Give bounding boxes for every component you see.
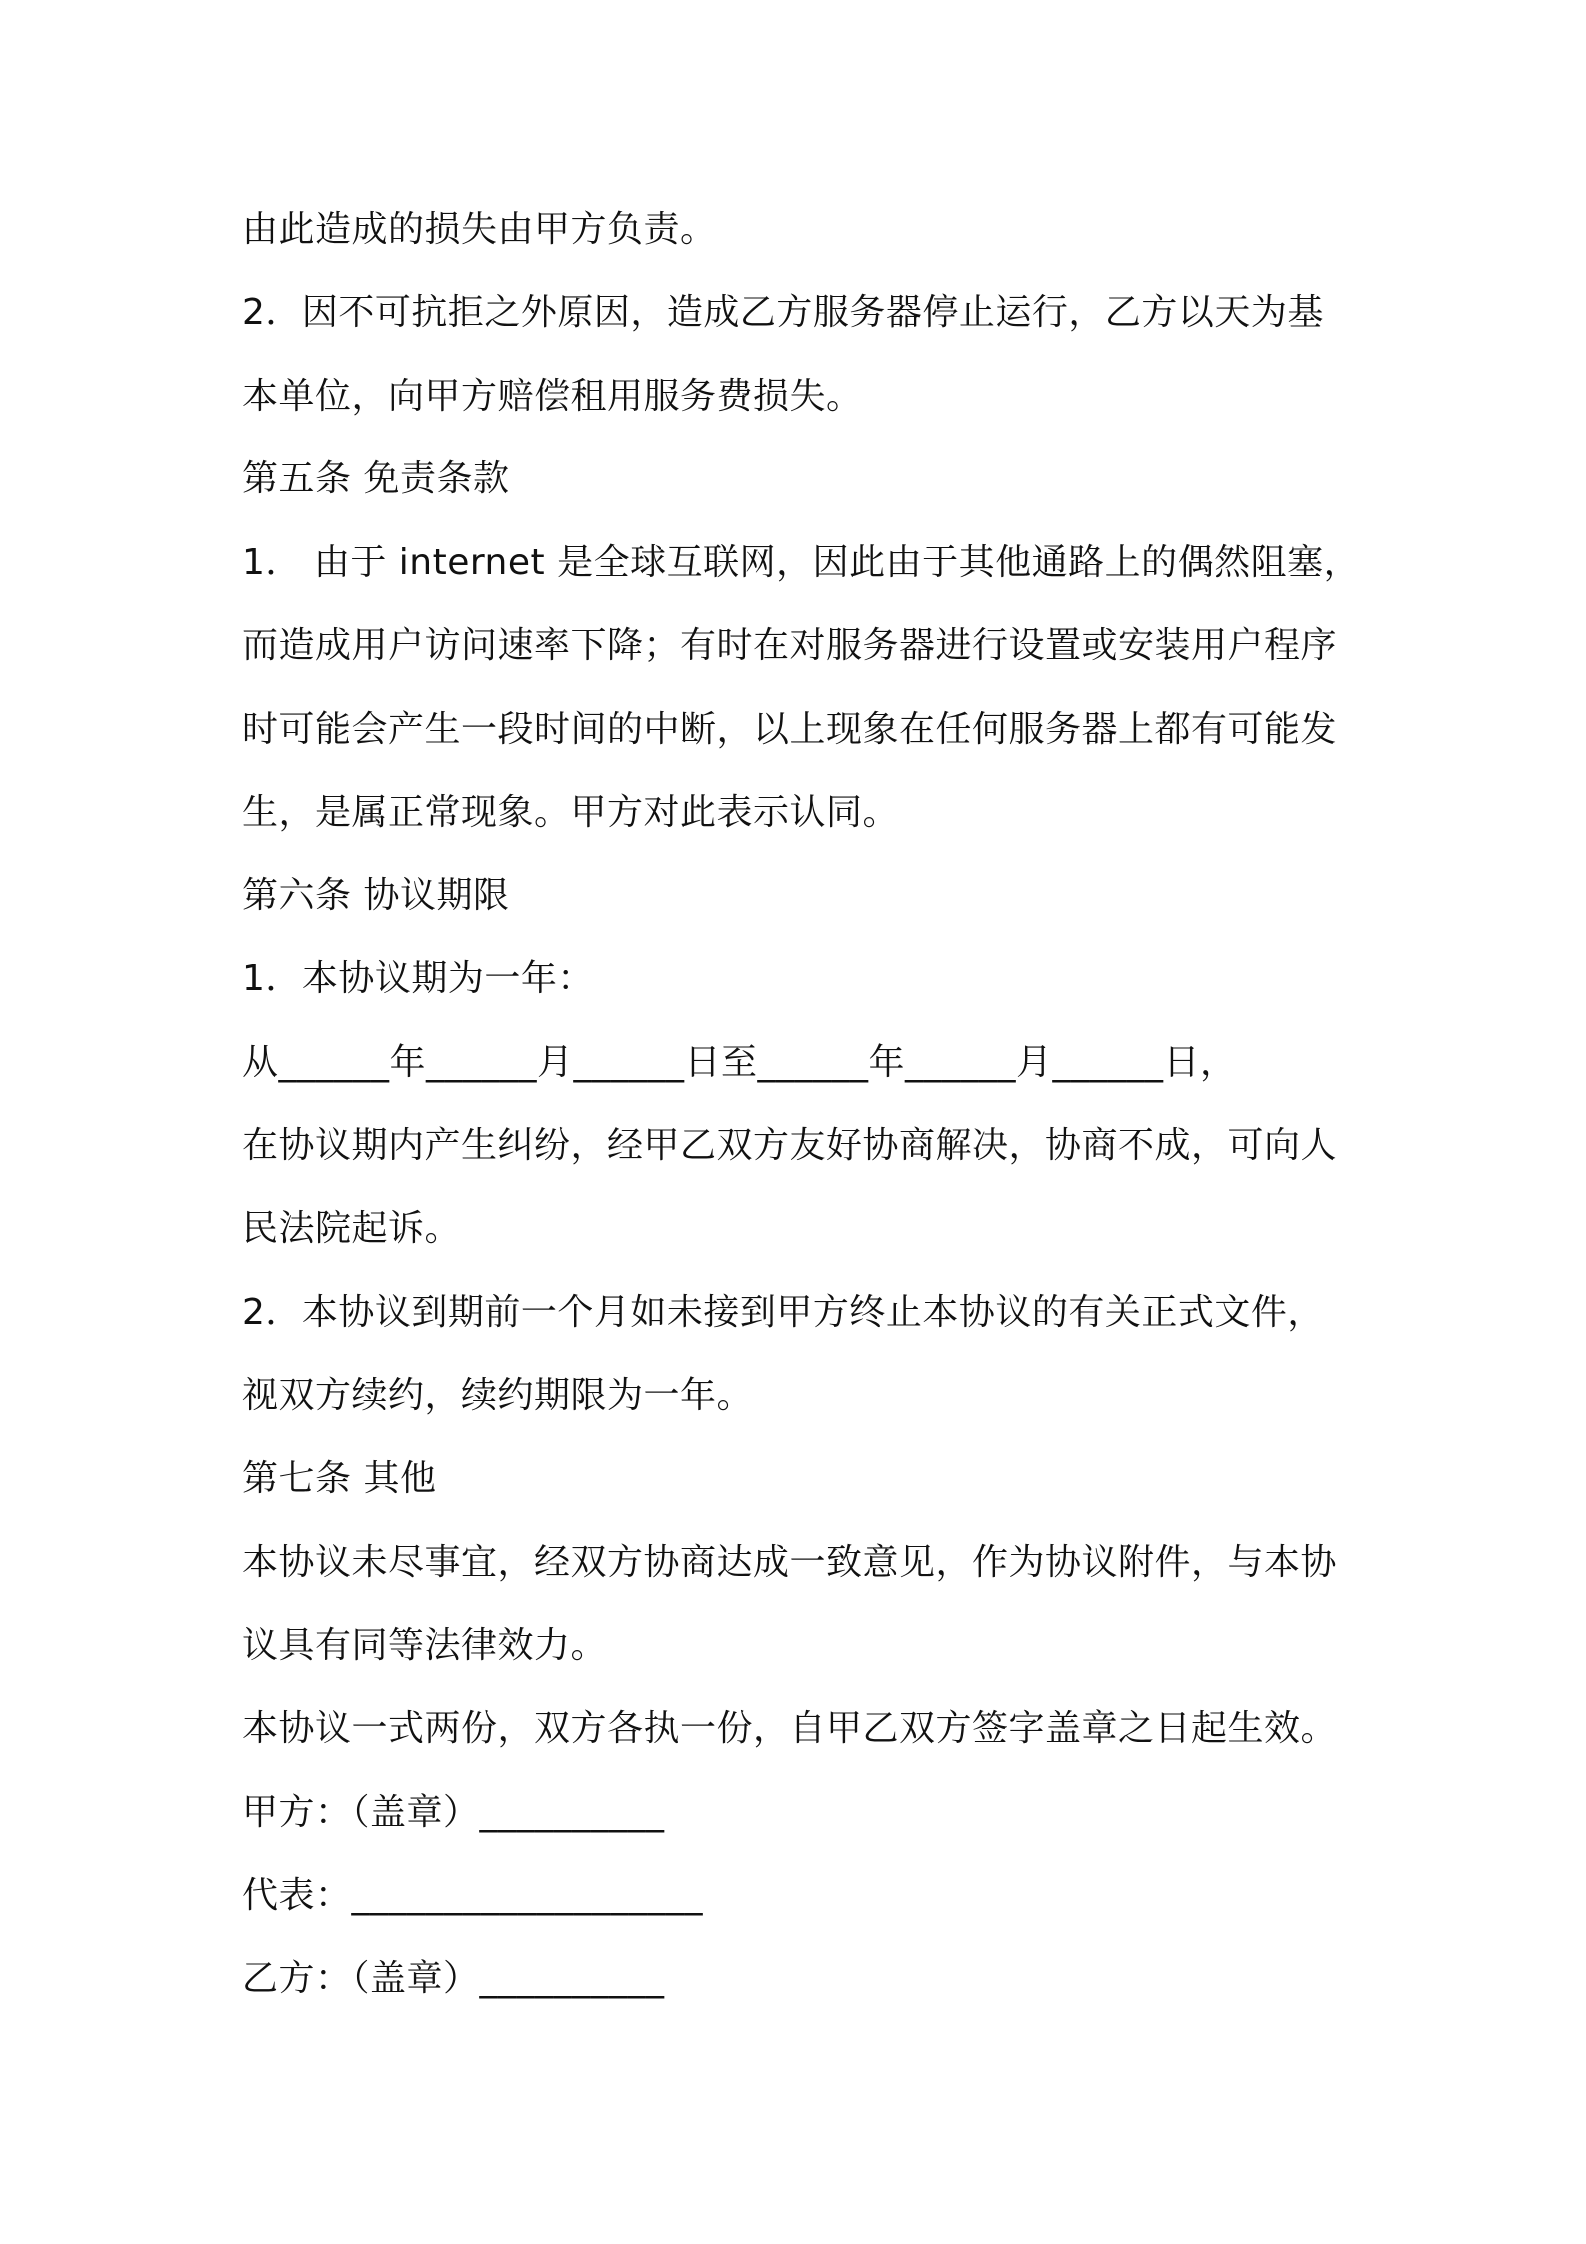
paragraph-line: 本协议一式两份，双方各执一份，自甲乙双方签字盖章之日起生效。 — [242, 1708, 1338, 1749]
paragraph-line: 1． 由于 internet 是全球互联网，因此由于其他通路上的偶然阻塞， — [242, 542, 1361, 583]
paragraph-line: 在协议期内产生纠纷，经甲乙双方友好协商解决，协商不成，可向人 — [242, 1125, 1338, 1166]
paragraph-line: 民法院起诉。 — [242, 1208, 462, 1249]
section-heading: 第六条 协议期限 — [242, 875, 510, 916]
paragraph-line: 2．因不可抗拒之外原因，造成乙方服务器停止运行，乙方以天为基 — [242, 292, 1324, 333]
paragraph-line: 视双方续约，续约期限为一年。 — [242, 1375, 754, 1416]
paragraph-line: 本协议未尽事宜，经双方协商达成一致意见，作为协议附件，与本协 — [242, 1542, 1338, 1583]
paragraph-line: 由此造成的损失由甲方负责。 — [242, 209, 717, 250]
paragraph-line: 议具有同等法律效力。 — [242, 1625, 608, 1666]
signature-line-party-a: 甲方：（盖章）__________ — [242, 1792, 665, 1833]
paragraph-line: 时可能会产生一段时间的中断，以上现象在任何服务器上都有可能发 — [242, 709, 1338, 750]
paragraph-line: 生，是属正常现象。甲方对此表示认同。 — [242, 792, 900, 833]
section-heading: 第七条 其他 — [242, 1458, 437, 1499]
paragraph-line: 而造成用户访问速率下降；有时在对服务器进行设置或安装用户程序 — [242, 625, 1338, 666]
signature-line-representative: 代表：___________________ — [242, 1875, 704, 1916]
paragraph-line: 1．本协议期为一年： — [242, 958, 594, 999]
paragraph-line: 2．本协议到期前一个月如未接到甲方终止本协议的有关正式文件， — [242, 1292, 1324, 1333]
date-fill-line: 从______年______月______日至______年______月______日， — [242, 1042, 1237, 1083]
signature-line-party-b: 乙方：（盖章）__________ — [242, 1958, 665, 1999]
section-heading: 第五条 免责条款 — [242, 458, 510, 499]
paragraph-line: 本单位，向甲方赔偿租用服务费损失。 — [242, 376, 863, 417]
